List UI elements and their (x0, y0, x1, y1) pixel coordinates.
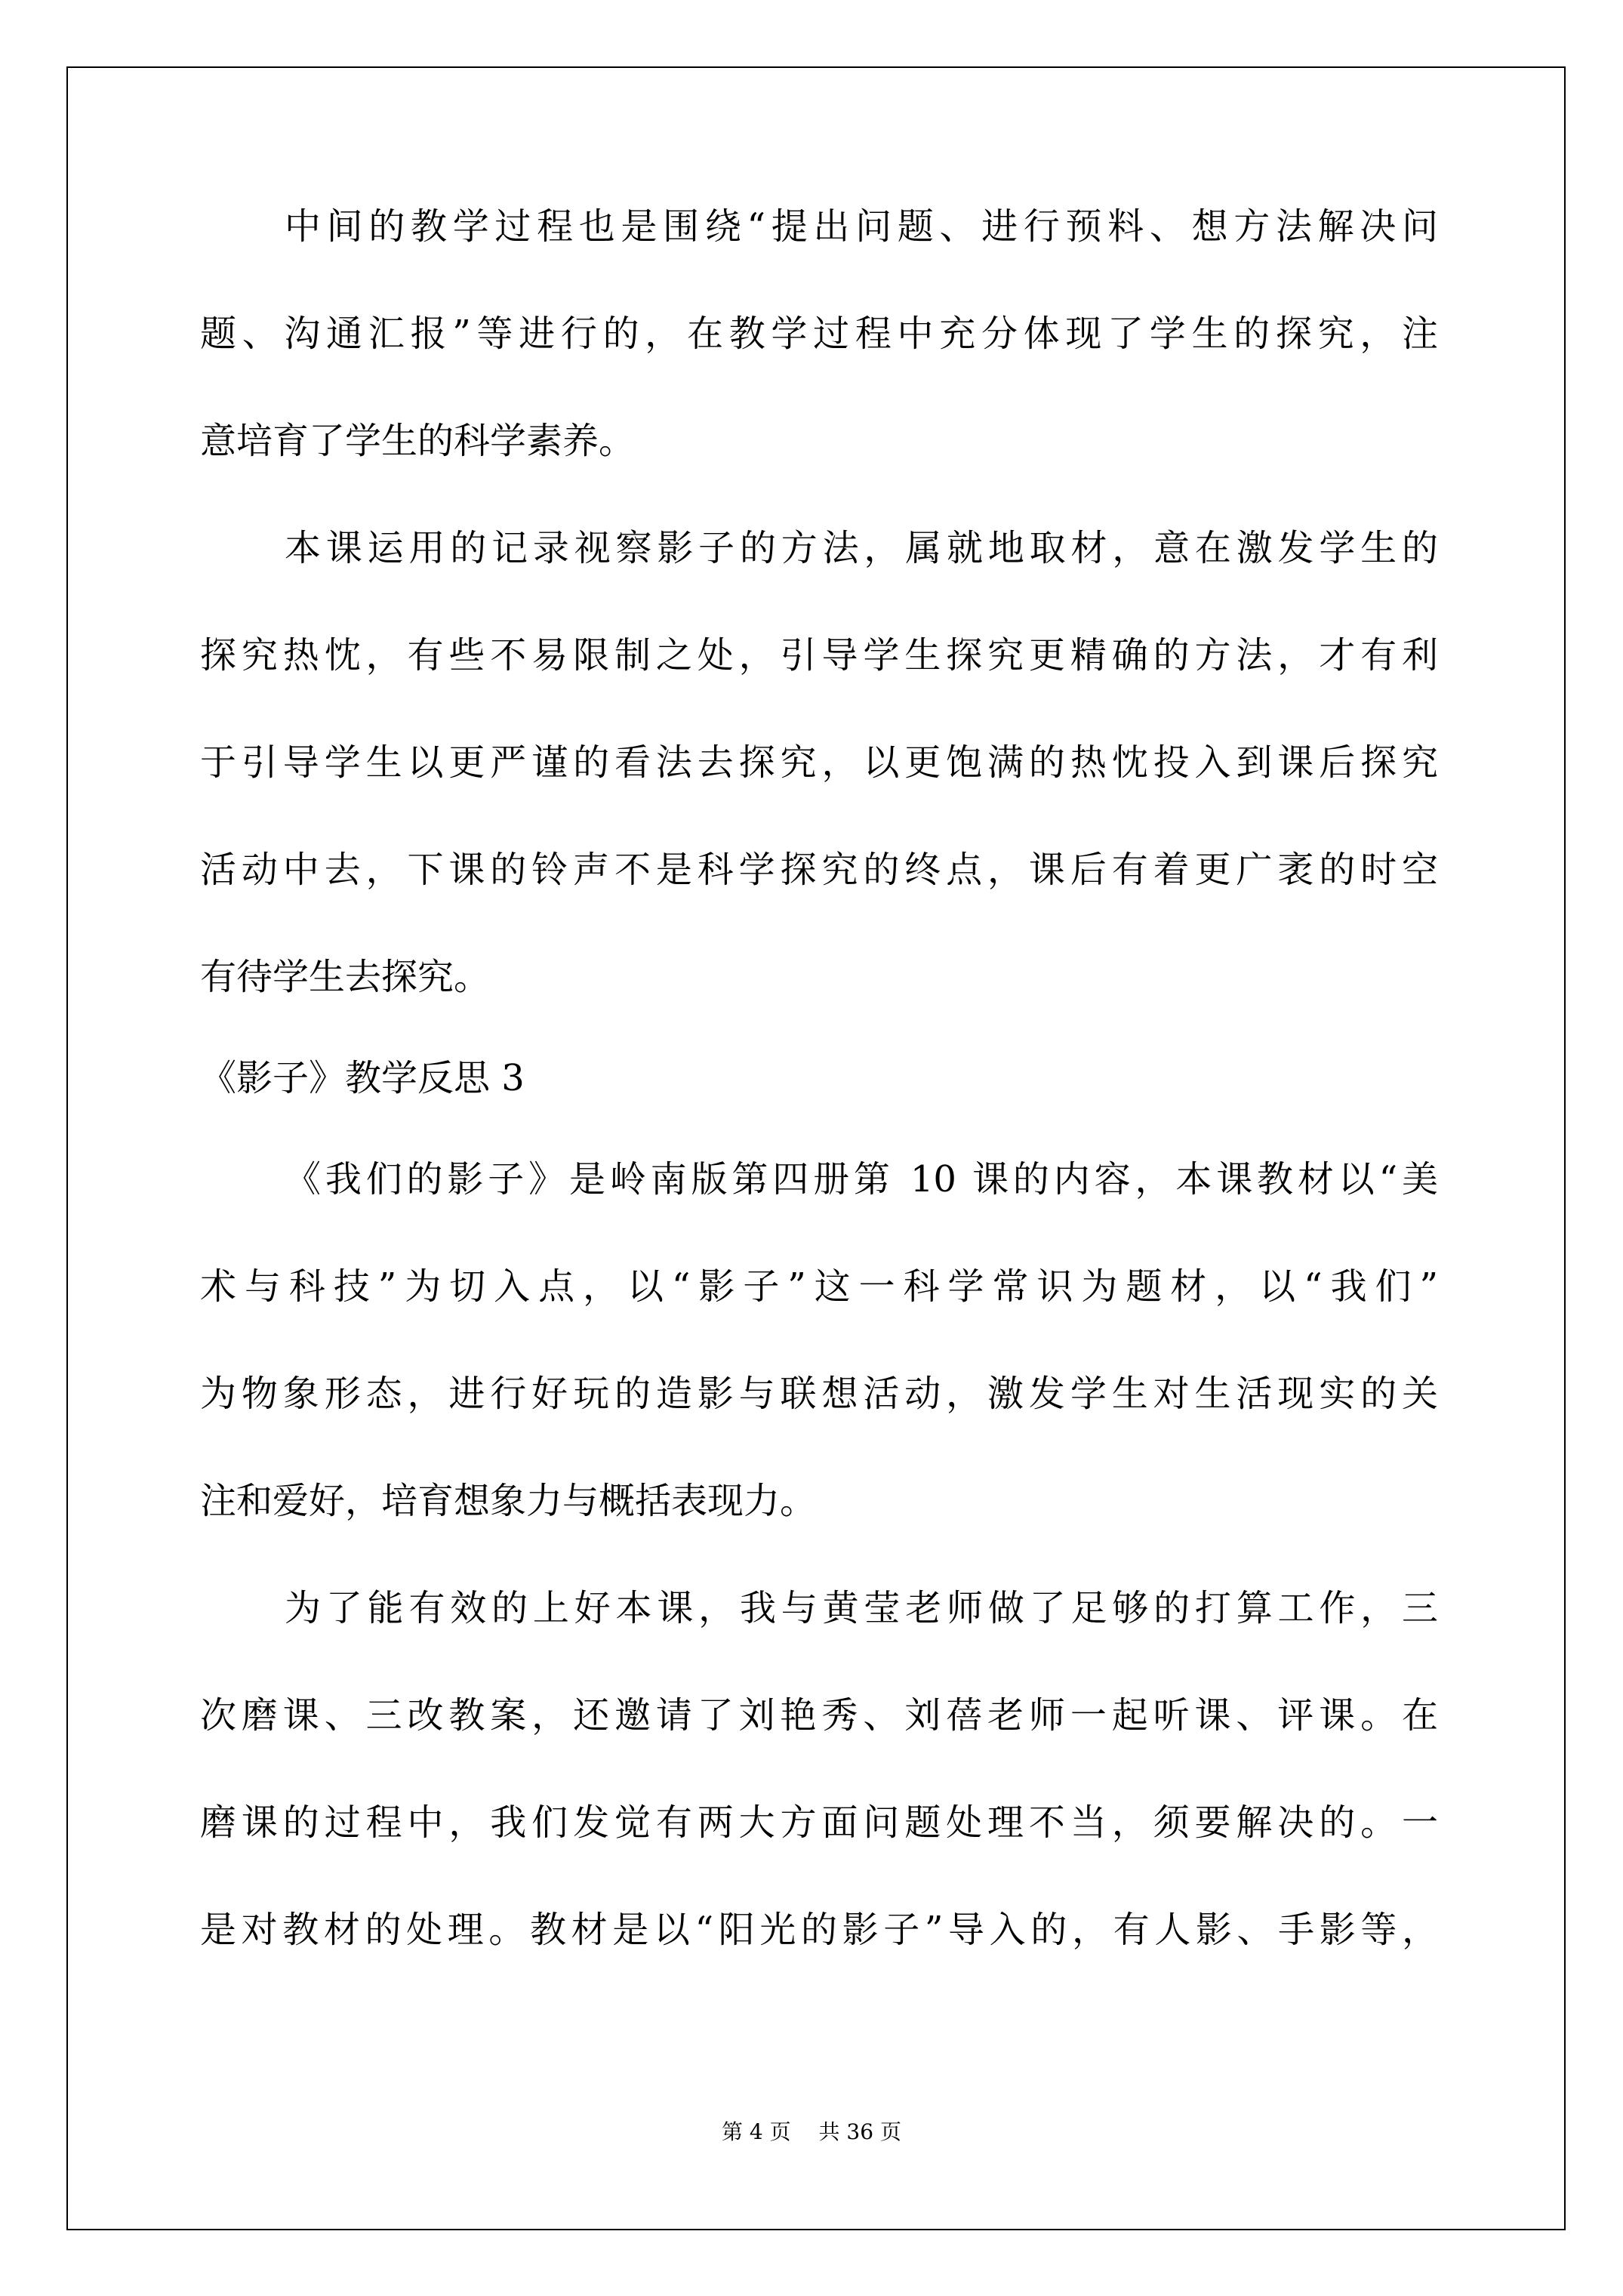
paragraph-3-line-3: 为物象形态，进行好玩的造影与联想活动，激发学生对生活现实的关 (200, 1373, 1438, 1415)
paragraph-3-line-4: 注和爱好，培育想象力与概括表现力。 (200, 1480, 817, 1522)
paragraph-3-line-1: 《我们的影子》是岭南版第四册第 10 课的内容，本课教材以“美 (285, 1158, 1438, 1200)
paragraph-1-line-3: 意培育了学生的科学素养。 (200, 420, 636, 462)
page-number-footer: 第 4 页 共 36 页 (722, 2119, 901, 2144)
paragraph-1-line-1: 中间的教学过程也是围绕“提出问题、进行预料、想方法解决问 (285, 205, 1438, 248)
paragraph-2-line-2: 探究热忱，有些不易限制之处，引导学生探究更精确的方法，才有利 (200, 634, 1438, 676)
paragraph-2-line-5: 有待学生去探究。 (200, 956, 491, 998)
paragraph-2-line-1: 本课运用的记录视察影子的方法，属就地取材，意在激发学生的 (285, 527, 1438, 569)
section-heading: 《影子》教学反思 3 (200, 1057, 525, 1099)
paragraph-4-line-4: 是对教材的处理。教材是以“阳光的影子”导入的，有人影、手影等， (200, 1909, 1438, 1951)
paragraph-2-line-4: 活动中去，下课的铃声不是科学探究的终点，课后有着更广袤的时空 (200, 849, 1438, 891)
paragraph-4-line-2: 次磨课、三改教案，还邀请了刘艳秀、刘蓓老师一起听课、评课。在 (200, 1694, 1438, 1737)
paragraph-1-line-2: 题、沟通汇报”等进行的，在教学过程中充分体现了学生的探究，注 (200, 313, 1438, 355)
paragraph-4-line-3: 磨课的过程中，我们发觉有两大方面问题处理不当，须要解决的。一 (200, 1801, 1438, 1844)
page-border (66, 66, 1566, 2230)
paragraph-2-line-3: 于引导学生以更严谨的看法去探究，以更饱满的热忱投入到课后探究 (200, 741, 1438, 784)
paragraph-3-line-2: 术与科技”为切入点，以“影子”这一科学常识为题材，以“我们” (200, 1265, 1438, 1308)
paragraph-4-line-1: 为了能有效的上好本课，我与黄莹老师做了足够的打算工作，三 (285, 1587, 1438, 1629)
